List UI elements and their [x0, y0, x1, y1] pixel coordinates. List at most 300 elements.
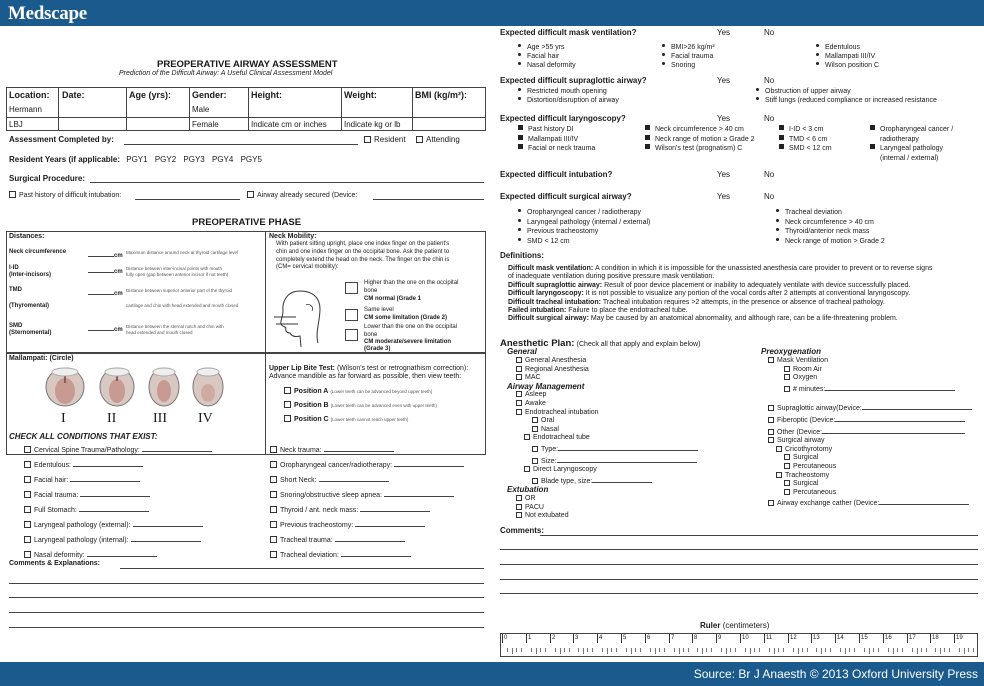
comment-line-3[interactable]	[9, 597, 484, 598]
bullet-icon	[662, 44, 665, 47]
route-option[interactable]: Oral	[516, 417, 698, 426]
condition-checkbox[interactable]	[24, 446, 31, 453]
condition-item[interactable]	[270, 489, 454, 499]
cricothyrotomy-type[interactable]: Percutaneous	[768, 463, 972, 472]
condition-line[interactable]	[335, 534, 405, 542]
condition-checkbox[interactable]	[270, 491, 277, 498]
ruler-minor-tick	[702, 648, 703, 654]
neck-opt3-grade2: (Grade 3)	[364, 346, 391, 352]
surgical-no[interactable]: No	[764, 192, 775, 201]
condition-line[interactable]	[133, 519, 203, 527]
airway-option[interactable]: Endotracheal intubation	[516, 409, 698, 418]
supra-criterion: Obstruction of upper airway	[756, 87, 937, 96]
attending-checkbox[interactable]: Attending	[416, 135, 460, 144]
surgical-criterion: Previous tracheostomy	[518, 227, 650, 237]
exchange-catheter-option-checkbox[interactable]	[768, 500, 774, 506]
condition-checkbox[interactable]	[24, 521, 31, 528]
surgical-col-1	[518, 208, 650, 246]
surgical-col-2	[776, 208, 885, 246]
surgical-criterion: Tracheal deviation	[776, 208, 885, 218]
preox-option[interactable]: Room Air	[768, 366, 972, 375]
ruler-minor-tick	[730, 648, 731, 652]
laryngo-col-3	[779, 125, 832, 154]
ruler-minor-tick	[607, 648, 608, 654]
mask-yes[interactable]: Yes	[717, 28, 731, 37]
ruler-minor-tick	[569, 648, 570, 652]
ruler-minor-tick	[830, 648, 831, 652]
condition-checkbox[interactable]	[270, 506, 277, 513]
preox-option-checkbox[interactable]	[784, 366, 790, 372]
cricothyrotomy-option[interactable]: Cricothyrotomy	[768, 446, 972, 455]
supraglottic-option[interactable]: Supraglottic airway(Device:	[768, 402, 972, 414]
condition-item[interactable]	[24, 474, 140, 484]
condition-checkbox[interactable]	[270, 476, 277, 483]
position-a-checkbox[interactable]: Position A (Lower teeth can be advanced beyond upper teeth)	[284, 387, 432, 395]
preoperative-phase-title: PREOPERATIVE PHASE	[192, 217, 302, 228]
ruler-minor-tick	[893, 648, 894, 654]
mallampati-class-2-icon[interactable]	[98, 367, 136, 414]
ruler-minor-tick	[759, 648, 760, 652]
bottom-banner	[0, 662, 984, 686]
route-option-checkbox[interactable]	[532, 426, 538, 432]
tracheostomy-type-checkbox[interactable]	[784, 480, 790, 486]
condition-checkbox[interactable]	[24, 491, 31, 498]
location-lbj[interactable]: LBJ	[9, 120, 23, 129]
ruler-label: 11	[766, 635, 773, 641]
gender-male[interactable]: Male	[192, 105, 210, 114]
general-option[interactable]: General Anesthesia	[516, 357, 698, 366]
pgy2[interactable]: PGY2	[154, 155, 177, 164]
pgy1[interactable]: PGY1	[126, 155, 148, 164]
ruler	[500, 633, 978, 657]
bullet-icon	[518, 238, 521, 241]
ruler-minor-tick	[864, 648, 865, 652]
ruler-tick	[716, 634, 717, 643]
mask-criterion: BMI>26 kg/m²	[662, 43, 715, 52]
ruler-minor-tick	[631, 648, 632, 654]
condition-label: Oropharyngeal cancer/radiotherapy:	[280, 462, 393, 469]
cricothyrotomy-type-checkbox[interactable]	[784, 454, 790, 460]
condition-line[interactable]	[142, 444, 212, 452]
neck-opt2-grade: CM some limitation (Grade 2)	[364, 315, 448, 321]
mallampati-label-2: II	[107, 411, 117, 426]
definition-item: Difficult surgical airway: May be caused by an anatomical abnormality, and although rare, can be a life-threatening problem.	[508, 315, 898, 323]
ruler-minor-tick	[545, 648, 546, 652]
mask-criterion: Facial trauma	[662, 52, 715, 61]
neck-grade2-box[interactable]	[345, 309, 358, 321]
dl-detail-line[interactable]	[592, 475, 652, 483]
extubation-option-checkbox[interactable]	[516, 512, 522, 518]
general-option-checkbox[interactable]	[516, 374, 522, 380]
condition-line[interactable]	[319, 474, 389, 482]
exchange-catheter-option[interactable]: Airway exchange cather (Device:	[768, 497, 972, 509]
ruler-minor-tick	[849, 648, 850, 652]
supraglottic-option-checkbox[interactable]	[768, 405, 774, 411]
definition-item: Failed intubation: Failure to place the endotracheal tube.	[508, 307, 688, 315]
ruler-label: 0	[504, 635, 508, 641]
right-comment-line-2[interactable]	[500, 549, 978, 550]
preox-option-checkbox[interactable]	[784, 374, 790, 380]
resident-years: Resident Years (if applicable: PGY1 PGY2 PGY3 PGY4 PGY5	[9, 155, 262, 164]
condition-item[interactable]	[24, 534, 201, 544]
condition-item[interactable]	[24, 549, 157, 559]
dl-detail-checkbox[interactable]	[532, 478, 538, 484]
definitions-heading: Definitions:	[500, 251, 544, 260]
condition-label: Nasal deformity:	[34, 552, 85, 559]
bullet-icon	[662, 62, 665, 65]
route-option[interactable]: Nasal	[516, 426, 698, 435]
date-header: Date:	[62, 90, 85, 100]
extubation-option-checkbox[interactable]	[516, 495, 522, 501]
other-device-option[interactable]: Other (Device:	[768, 426, 972, 438]
bullet-icon	[645, 135, 650, 140]
condition-checkbox[interactable]	[270, 551, 277, 558]
ruler-tick	[597, 634, 598, 643]
ruler-minor-tick	[888, 648, 889, 652]
surgical-criterion: Neck circumference > 40 cm	[776, 218, 885, 228]
ruler-tick	[621, 634, 622, 643]
ett-option-checkbox[interactable]	[524, 434, 530, 440]
comment-line-2[interactable]	[9, 583, 484, 584]
extubation-option-checkbox[interactable]	[516, 504, 522, 510]
mask-ventilation-option-checkbox[interactable]	[768, 357, 774, 363]
ett-detail[interactable]: Type:	[516, 443, 698, 455]
ruler-minor-tick	[973, 648, 974, 652]
condition-item[interactable]	[270, 549, 411, 559]
ruler-minor-tick	[807, 648, 808, 652]
condition-item[interactable]	[270, 534, 405, 544]
mallampati-class-4-icon[interactable]	[191, 367, 225, 414]
dl-option[interactable]: Direct Laryngoscopy	[516, 466, 698, 475]
ett-detail[interactable]: Size:	[516, 455, 698, 467]
surgical-criterion: Thyroid/anterior neck mass	[776, 227, 885, 237]
condition-item[interactable]	[24, 504, 149, 514]
right-comment-line-1[interactable]	[540, 535, 978, 536]
route-option-checkbox[interactable]	[532, 417, 538, 423]
ruler-label: 14	[837, 635, 844, 641]
neck-grade3-box[interactable]	[345, 329, 358, 341]
condition-checkbox[interactable]	[24, 506, 31, 513]
smd-desc2: head extended and mouth closed	[126, 330, 193, 335]
iid-desc: Distance between inter-incisal points with mouth	[126, 266, 223, 271]
mask-criterion: Snoring	[662, 61, 715, 70]
condition-checkbox[interactable]	[24, 536, 31, 543]
ruler-minor-tick	[798, 648, 799, 654]
location-header: Location:	[9, 90, 50, 100]
airway-option-checkbox[interactable]	[516, 391, 522, 397]
condition-checkbox[interactable]	[24, 476, 31, 483]
iid-label2: (Inter-incisors)	[9, 272, 52, 278]
ruler-label: 3	[575, 635, 579, 641]
tmd-desc: Distance between superior anterior part of the thyroid	[126, 288, 233, 293]
laryngo-no[interactable]: No	[764, 114, 775, 123]
tracheostomy-type[interactable]: Surgical	[768, 480, 972, 489]
condition-line[interactable]	[341, 549, 411, 557]
ett-option[interactable]: Endotracheal tube	[516, 434, 698, 443]
ruler-minor-tick	[592, 648, 593, 652]
ett-detail-checkbox[interactable]	[532, 446, 538, 452]
surgical-airway-option[interactable]: Surgical airway	[768, 437, 972, 446]
bullet-icon	[645, 125, 650, 130]
condition-item[interactable]	[270, 474, 389, 484]
iid-field[interactable]: cm	[88, 265, 123, 275]
extubation-option[interactable]: Not extubated	[516, 512, 698, 521]
plan-right-column	[768, 357, 972, 509]
supra-col-1	[518, 87, 619, 105]
general-option[interactable]: MAC	[516, 374, 698, 383]
ruler-minor-tick	[640, 648, 641, 652]
ruler-minor-tick	[711, 648, 712, 652]
laryngo-col-1	[518, 125, 595, 154]
airway-option[interactable]: Asleep	[516, 391, 698, 400]
ruler-minor-tick	[921, 648, 922, 652]
comment-line-4[interactable]	[9, 612, 484, 613]
supra-criterion: Restricted mouth opening	[518, 87, 619, 96]
neck-grade1-box[interactable]	[345, 282, 358, 294]
condition-item[interactable]	[270, 504, 430, 514]
ruler-minor-tick	[531, 648, 532, 652]
condition-line[interactable]	[384, 489, 454, 497]
intubation-yes[interactable]: Yes	[717, 170, 731, 179]
smd-label2: (Sternomental)	[9, 330, 52, 336]
ruler-label: 7	[671, 635, 675, 641]
fiberoptic-option-checkbox[interactable]	[768, 417, 774, 423]
condition-line[interactable]	[355, 519, 425, 527]
comment-line-1[interactable]	[120, 568, 484, 569]
general-option-checkbox[interactable]	[516, 366, 522, 372]
ruler-minor-tick	[635, 648, 636, 652]
ruler-minor-tick	[688, 648, 689, 652]
tracheostomy-option[interactable]: Tracheostomy	[768, 472, 972, 481]
condition-checkbox[interactable]	[270, 461, 277, 468]
bullet-icon	[645, 144, 650, 149]
condition-item[interactable]	[270, 519, 425, 529]
ruler-label: 12	[790, 635, 797, 641]
bullet-icon	[779, 125, 784, 130]
supraglottic-option-line[interactable]	[862, 402, 972, 410]
condition-item[interactable]	[24, 444, 212, 454]
laryngo-criterion: TMD < 6 cm	[779, 135, 832, 145]
smd-field[interactable]: cm	[88, 323, 123, 333]
bullet-icon	[518, 53, 521, 56]
condition-checkbox[interactable]	[24, 461, 31, 468]
ett-detail-checkbox[interactable]	[532, 458, 538, 464]
condition-checkbox[interactable]	[24, 551, 31, 558]
condition-label: Edentulous:	[34, 462, 71, 469]
ruler-minor-tick	[968, 648, 969, 652]
fiberoptic-option[interactable]: Fiberoptic (Device:	[768, 414, 972, 426]
tracheostomy-type-checkbox[interactable]	[784, 489, 790, 495]
ruler-label: 8	[694, 635, 698, 641]
ruler-minor-tick	[578, 648, 579, 652]
ruler-label: 18	[932, 635, 939, 641]
ruler-minor-tick	[845, 648, 846, 654]
condition-line[interactable]	[80, 489, 150, 497]
resident-checkbox[interactable]: Resident	[364, 135, 406, 144]
cricothyrotomy-type[interactable]: Surgical	[768, 454, 972, 463]
other-device-option-checkbox[interactable]	[768, 429, 774, 435]
assessment-by-line[interactable]	[124, 144, 358, 145]
position-c-checkbox[interactable]: Position C (Lower teeth cannot reach upper teeth)	[284, 415, 408, 423]
neck-opt3-grade: CM moderate/severe limitation	[364, 339, 452, 345]
tracheostomy-option-checkbox[interactable]	[776, 472, 782, 478]
supra-criterion: Distortion/disruption of airway	[518, 96, 619, 105]
condition-line[interactable]	[394, 459, 464, 467]
laryngo-criterion: Neck range of motion ≥ Grade 2	[645, 135, 755, 145]
mallampati-class-3-icon[interactable]	[147, 367, 181, 414]
ruler-minor-tick	[840, 648, 841, 652]
bullet-icon	[518, 97, 521, 100]
mask-ventilation-option[interactable]: Mask Ventilation	[768, 357, 972, 366]
bullet-icon	[756, 88, 759, 91]
height-header: Height:	[251, 90, 282, 100]
ett-detail-line[interactable]	[557, 455, 697, 463]
past-history-checkbox[interactable]: Past history of difficult intubation:	[9, 191, 121, 199]
comment-line-5[interactable]	[9, 627, 484, 628]
cricothyrotomy-type-checkbox[interactable]	[784, 463, 790, 469]
supra-col-2	[756, 87, 937, 105]
left-page	[2, 27, 488, 661]
airway-option[interactable]: Awake	[516, 400, 698, 409]
surgical-airway-option-checkbox[interactable]	[768, 437, 774, 443]
condition-line[interactable]	[79, 504, 149, 512]
conditions-heading: CHECK ALL CONDITIONS THAT EXIST:	[9, 432, 158, 441]
mask-criterion: Facial hair	[518, 52, 576, 61]
distances-heading: Distances:	[9, 233, 45, 240]
condition-label: Thyroid / ant. neck mass:	[280, 507, 359, 514]
airway-secured-checkbox[interactable]: Airway already secured (Device:	[247, 191, 357, 199]
neck-opt1-grade: CM normal (Grade 1	[364, 296, 422, 302]
ruler-minor-tick	[583, 648, 584, 654]
neck-circ-label: Neck circumference	[9, 249, 67, 255]
ett-detail-line[interactable]	[558, 443, 698, 451]
ruler-minor-tick	[626, 648, 627, 652]
mask-no[interactable]: No	[764, 28, 775, 37]
ruler-minor-tick	[664, 648, 665, 652]
iid-desc2: fully open (gap between anterior incisor if not teeth)	[126, 272, 229, 277]
surgical-procedure-label: Surgical Procedure:	[9, 174, 86, 183]
neck-circ-field[interactable]: cm	[88, 249, 123, 259]
smd-desc: Distance between the sternal notch and chin with	[126, 324, 224, 329]
laryngo-criterion: Past history DI	[518, 125, 595, 135]
exchange-catheter-option-line[interactable]	[879, 497, 969, 505]
condition-item[interactable]	[270, 459, 464, 469]
surgical-criterion: Oropharyngeal cancer / radiotherapy	[518, 208, 650, 218]
condition-checkbox[interactable]	[270, 536, 277, 543]
ruler-minor-tick	[949, 648, 950, 652]
fiberoptic-option-line[interactable]	[835, 414, 965, 422]
gender-female[interactable]: Female	[192, 120, 219, 129]
mask-col-3	[816, 43, 879, 70]
ruler-minor-tick	[783, 648, 784, 652]
condition-label: Laryngeal pathology (internal):	[34, 537, 129, 544]
laryngo-title: Expected difficult laryngoscopy?	[500, 114, 626, 123]
condition-checkbox[interactable]	[270, 521, 277, 528]
general-option-checkbox[interactable]	[516, 357, 522, 363]
preox-minutes-checkbox[interactable]	[784, 386, 790, 392]
supra-no[interactable]: No	[764, 76, 775, 85]
ruler-label: 10	[742, 635, 749, 641]
mask-col-1	[518, 43, 576, 70]
location-hermann[interactable]: Hermann	[9, 105, 42, 114]
condition-line[interactable]	[360, 504, 430, 512]
condition-item[interactable]	[24, 489, 150, 499]
preox-minutes[interactable]: # minutes:	[768, 383, 972, 395]
ruler-tick	[526, 634, 527, 643]
mask-criterion: Nasal deformity	[518, 61, 576, 70]
airway-option-checkbox[interactable]	[516, 409, 522, 415]
ruler-minor-tick	[721, 648, 722, 652]
laryngo-yes[interactable]: Yes	[717, 114, 731, 123]
surgical-procedure-line[interactable]	[90, 182, 484, 183]
preox-option[interactable]: Oxygen	[768, 374, 972, 383]
condition-line[interactable]	[73, 459, 143, 467]
supra-yes[interactable]: Yes	[717, 76, 731, 85]
cricothyrotomy-option-checkbox[interactable]	[776, 446, 782, 452]
right-comment-line-5[interactable]	[500, 593, 978, 594]
position-b-checkbox[interactable]: Position B (Lower teeth can be advanced even with upper teeth)	[284, 401, 437, 409]
pgy4[interactable]: PGY4	[211, 155, 234, 164]
ruler-minor-tick	[912, 648, 913, 652]
condition-line[interactable]	[324, 444, 394, 452]
mallampati-class-1-icon[interactable]	[44, 367, 86, 414]
condition-item[interactable]	[24, 459, 143, 469]
ruler-tick	[669, 634, 670, 643]
ruler-minor-tick	[816, 648, 817, 652]
preox-minutes-line[interactable]	[825, 383, 955, 391]
gender-header: Gender:	[192, 90, 227, 100]
pgy3[interactable]: PGY3	[183, 155, 205, 164]
ruler-tick	[788, 634, 789, 643]
other-device-option-line[interactable]	[822, 426, 965, 434]
neck-opt2-line1: Same level	[364, 307, 394, 313]
neck-mobility-text-3: completely extend the head on the neck. The finger on the chin is	[276, 257, 450, 263]
condition-item[interactable]	[270, 444, 394, 454]
ruler-minor-tick	[940, 648, 941, 654]
ruler-minor-tick	[821, 648, 822, 654]
right-comment-line-4[interactable]	[500, 579, 978, 580]
extubation-option[interactable]: PACU	[516, 504, 698, 513]
dl-option-checkbox[interactable]	[524, 466, 530, 472]
airway-option-checkbox[interactable]	[516, 400, 522, 406]
ruler-minor-tick	[602, 648, 603, 652]
tracheostomy-type[interactable]: Percutaneous	[768, 489, 972, 498]
ruler-tick	[811, 634, 812, 643]
dl-detail[interactable]: Blade type, size:	[516, 475, 698, 487]
tmd-field[interactable]: cm	[88, 287, 123, 297]
ruler-label: 13	[813, 635, 820, 641]
condition-line[interactable]	[131, 534, 201, 542]
extubation-option[interactable]: OR	[516, 495, 698, 504]
intubation-no[interactable]: No	[764, 170, 775, 179]
condition-item[interactable]	[24, 519, 203, 529]
surgical-criterion: Neck range of motion > Grade 2	[776, 237, 885, 247]
surgical-yes[interactable]: Yes	[717, 192, 731, 201]
ruler-minor-tick	[555, 648, 556, 652]
ruler-label: 9	[718, 635, 722, 641]
condition-checkbox[interactable]	[270, 446, 277, 453]
mask-criterion: Mallampati III/IV	[816, 52, 879, 61]
pgy5[interactable]: PGY5	[240, 155, 262, 164]
right-comment-line-3[interactable]	[500, 564, 978, 565]
condition-line[interactable]	[87, 549, 157, 557]
ruler-minor-tick	[674, 648, 675, 652]
general-option[interactable]: Regional Anesthesia	[516, 366, 698, 375]
definition-continued: of inadequate ventilation during positive pressure mask ventilation.	[508, 273, 715, 281]
condition-line[interactable]	[70, 474, 140, 482]
preoxygenation-heading: Preoxygenation	[761, 347, 822, 356]
ruler-minor-tick	[745, 648, 746, 652]
